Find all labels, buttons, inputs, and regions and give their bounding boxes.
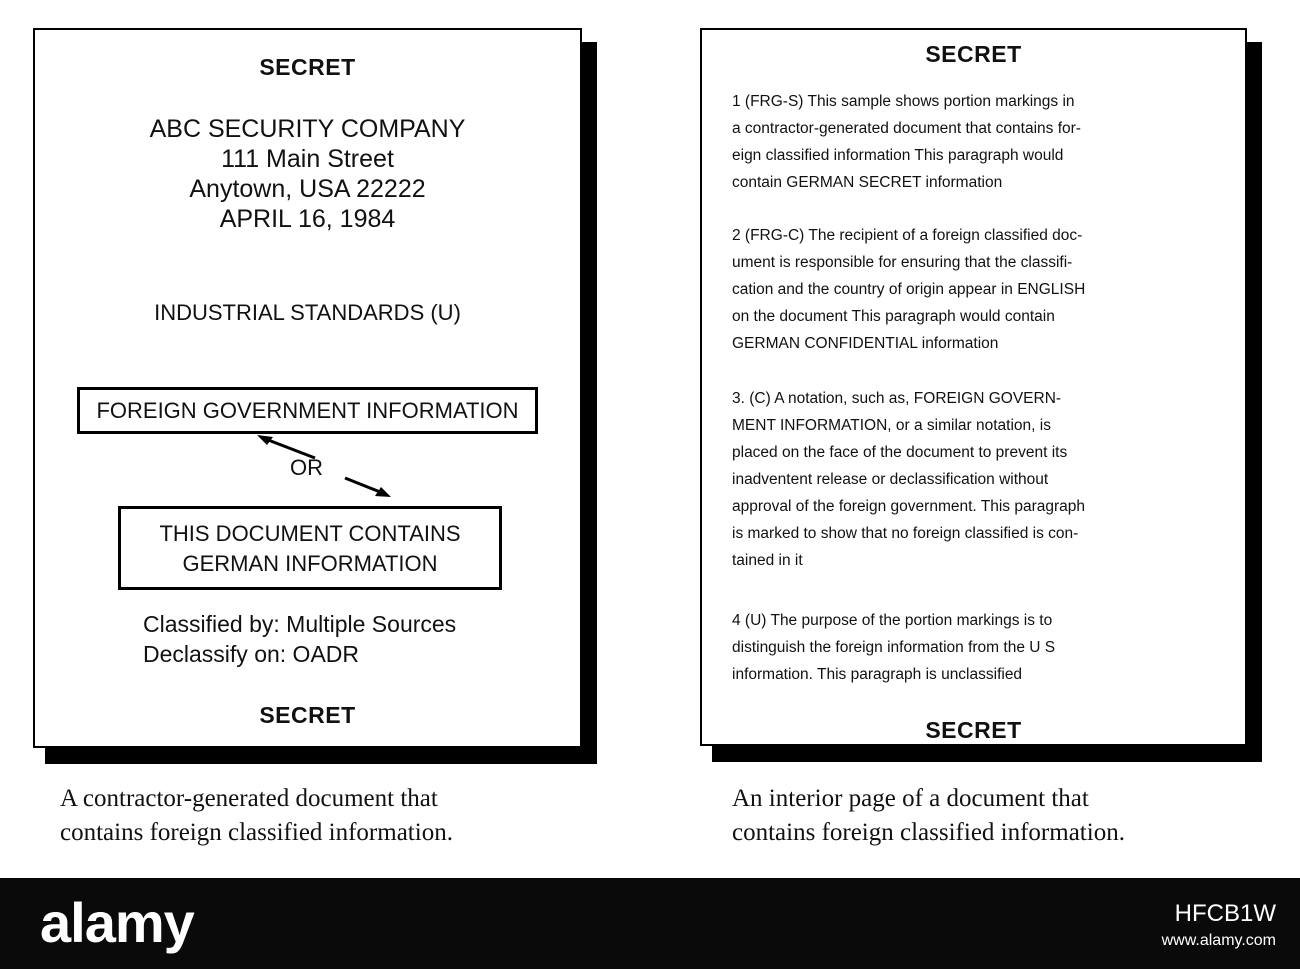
paragraph-line: is marked to show that no foreign classified is con- bbox=[732, 525, 1079, 542]
paragraph-line: MENT INFORMATION, or a similar notation, is bbox=[732, 417, 1051, 434]
paragraph-line: approval of the foreign government. This paragraph bbox=[732, 498, 1085, 515]
box-line-2: GERMAN INFORMATION bbox=[182, 551, 438, 576]
footer-url: www.alamy.com bbox=[1161, 932, 1276, 949]
document-title: INDUSTRIAL STANDARDS (U) bbox=[154, 300, 461, 325]
company-name: ABC SECURITY COMPANY bbox=[149, 115, 466, 143]
paragraph-line: 4 (U) The purpose of the portion markings is to bbox=[732, 612, 1053, 629]
paragraph-line: cation and the country of origin appear in ENGLISH bbox=[732, 281, 1086, 298]
paragraph-line: distinguish the foreign information from the U S bbox=[732, 639, 1056, 656]
paragraph-line: a contractor-generated document that contains for- bbox=[732, 120, 1081, 137]
left-caption bbox=[60, 782, 453, 850]
foreign-government-info-label: FOREIGN GOVERNMENT INFORMATION bbox=[96, 398, 519, 423]
this-document-contains-box bbox=[118, 506, 502, 590]
bottom-classification-marking: SECRET bbox=[925, 717, 1022, 743]
paragraph-4 bbox=[732, 607, 1232, 688]
caption-line: An interior page of a document that bbox=[732, 785, 1089, 812]
paragraph-line: eign classified information This paragraph would bbox=[732, 147, 1064, 164]
company-street: 111 Main Street bbox=[221, 145, 394, 173]
paragraph-line: placed on the face of the document to prevent its bbox=[732, 444, 1068, 461]
paragraph-line: information. This paragraph is unclassified bbox=[732, 666, 1023, 683]
paragraph-2 bbox=[732, 222, 1232, 357]
image-id: HFCB1W bbox=[1174, 900, 1276, 927]
right-caption bbox=[732, 782, 1125, 850]
top-classification-marking: SECRET bbox=[925, 41, 1022, 67]
paragraph-line: 3. (C) A notation, such as, FOREIGN GOVERN- bbox=[732, 390, 1062, 407]
paragraph-line: inadventent release or declassification without bbox=[732, 471, 1049, 488]
paragraph-1 bbox=[732, 88, 1232, 196]
paragraph-line: 2 (FRG-C) The recipient of a foreign classified doc- bbox=[732, 227, 1083, 244]
declassify-on: Declassify on: OADR bbox=[143, 641, 360, 667]
caption-line: A contractor-generated document that bbox=[60, 785, 438, 812]
box-line-1: THIS DOCUMENT CONTAINS bbox=[159, 521, 461, 546]
alamy-logo: alamy bbox=[40, 891, 194, 954]
right-document-page bbox=[700, 28, 1247, 746]
bottom-classification-marking: SECRET bbox=[259, 702, 356, 728]
paragraph-line: GERMAN CONFIDENTIAL information bbox=[732, 335, 999, 352]
top-classification-marking: SECRET bbox=[259, 54, 356, 80]
classified-by: Classified by: Multiple Sources bbox=[143, 611, 457, 637]
company-city: Anytown, USA 22222 bbox=[189, 175, 426, 203]
foreign-government-info-box bbox=[77, 387, 538, 434]
paragraph-line: 1 (FRG-S) This sample shows portion markings in bbox=[732, 93, 1075, 110]
classification-block bbox=[143, 609, 456, 669]
watermark-footer-bar bbox=[0, 878, 1300, 969]
or-label: OR bbox=[290, 455, 323, 480]
paragraph-line: tained in it bbox=[732, 552, 803, 569]
paragraph-line: contain GERMAN SECRET information bbox=[732, 174, 1003, 191]
left-document-page bbox=[33, 28, 582, 748]
caption-line: contains foreign classified information. bbox=[60, 819, 453, 846]
document-date: APRIL 16, 1984 bbox=[219, 205, 396, 233]
paragraph-line: on the document This paragraph would contain bbox=[732, 308, 1055, 325]
paragraph-line: ument is responsible for ensuring that the classifi- bbox=[732, 254, 1073, 271]
caption-line: contains foreign classified information. bbox=[732, 819, 1125, 846]
paragraph-3 bbox=[732, 385, 1232, 574]
